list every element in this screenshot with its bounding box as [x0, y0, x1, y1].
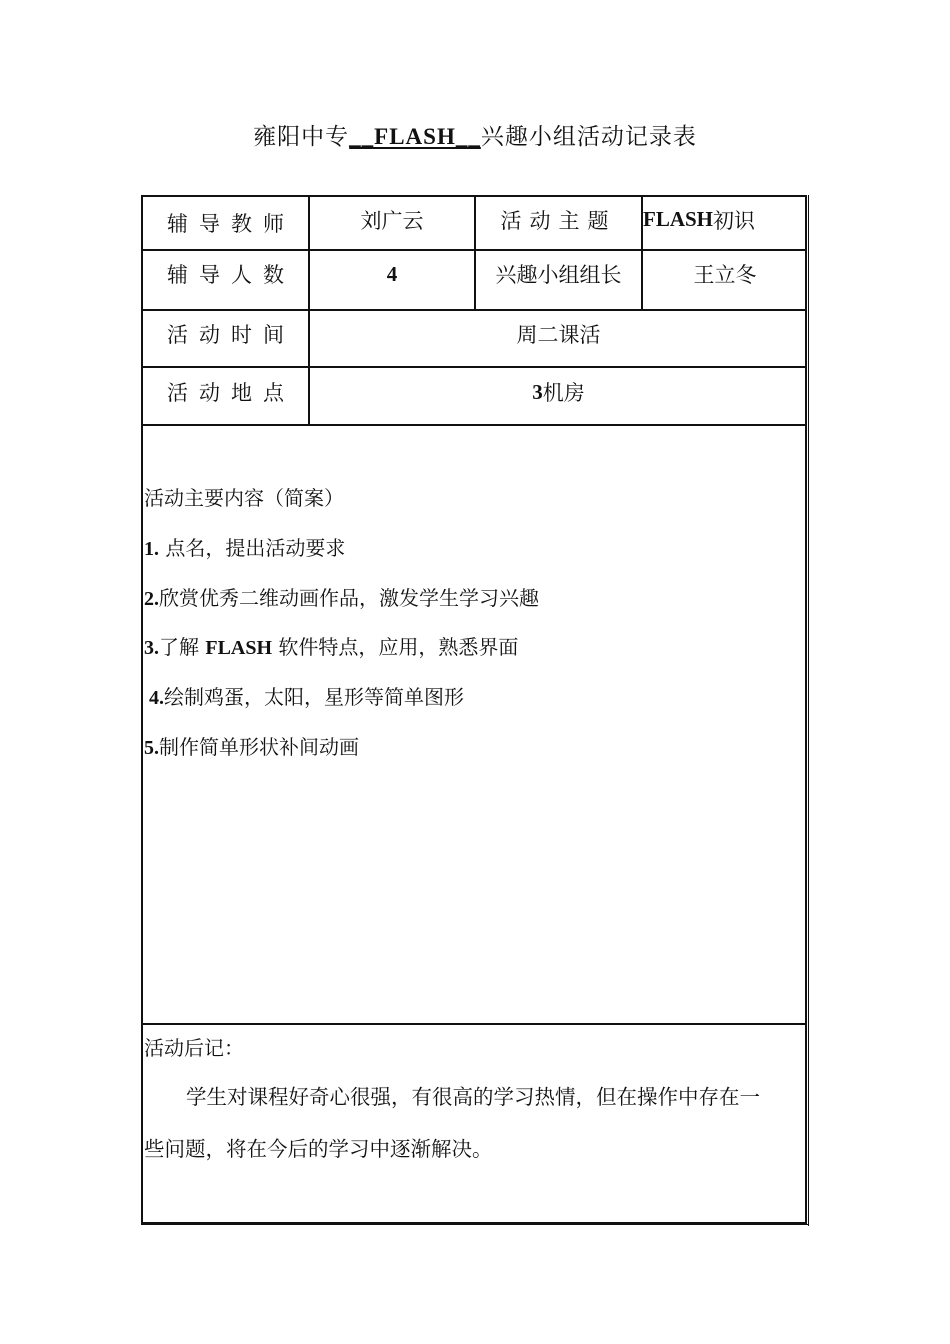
afterword-text: 学生对课程好奇心很强，有很高的学习热情，但在操作中存在一 [186, 1085, 760, 1109]
table-border-right [808, 195, 809, 1226]
teacher-value: 刘广云 [360, 208, 424, 233]
leader-value: 王立冬 [693, 263, 757, 287]
row-divider [141, 424, 807, 426]
list-item: 2.欣赏优秀二维动画作品，激发学生学习兴趣 [144, 586, 539, 610]
label-topic: 活动主题 [500, 208, 617, 233]
topic-value: FLASH 初识 [643, 207, 756, 233]
label-count: 辅导人数 [167, 263, 295, 287]
time-value: 周二课活 [516, 323, 601, 347]
content-heading: 活动主要内容（简案） [144, 486, 344, 510]
list-item: 3.了解 FLASH 软件特点，应用，熟悉界面 [144, 635, 519, 659]
row-divider [141, 1023, 807, 1025]
page-title: 雍阳中专__FLASH__兴趣小组活动记录表 [253, 124, 697, 150]
count-value: 4 [386, 261, 398, 286]
label-teacher: 辅导教师 [167, 212, 295, 236]
list-item: 5.制作简单形状补间动画 [144, 735, 359, 759]
list-item: 4.绘制鸡蛋，太阳，星形等简单图形 [149, 685, 464, 709]
afterword-heading: 活动后记： [144, 1036, 244, 1060]
label-location: 活动地点 [167, 381, 295, 405]
location-value: 3 机房 [532, 379, 585, 405]
title-highlight: __FLASH__ [349, 124, 481, 149]
label-leader: 兴趣小组组长 [495, 263, 622, 287]
list-item: 1. 点名，提出活动要求 [144, 536, 346, 560]
label-time: 活动时间 [167, 323, 295, 347]
table-border-bottom [141, 1224, 809, 1225]
afterword-text: 些问题，将在今后的学习中逐渐解决。 [144, 1137, 493, 1161]
